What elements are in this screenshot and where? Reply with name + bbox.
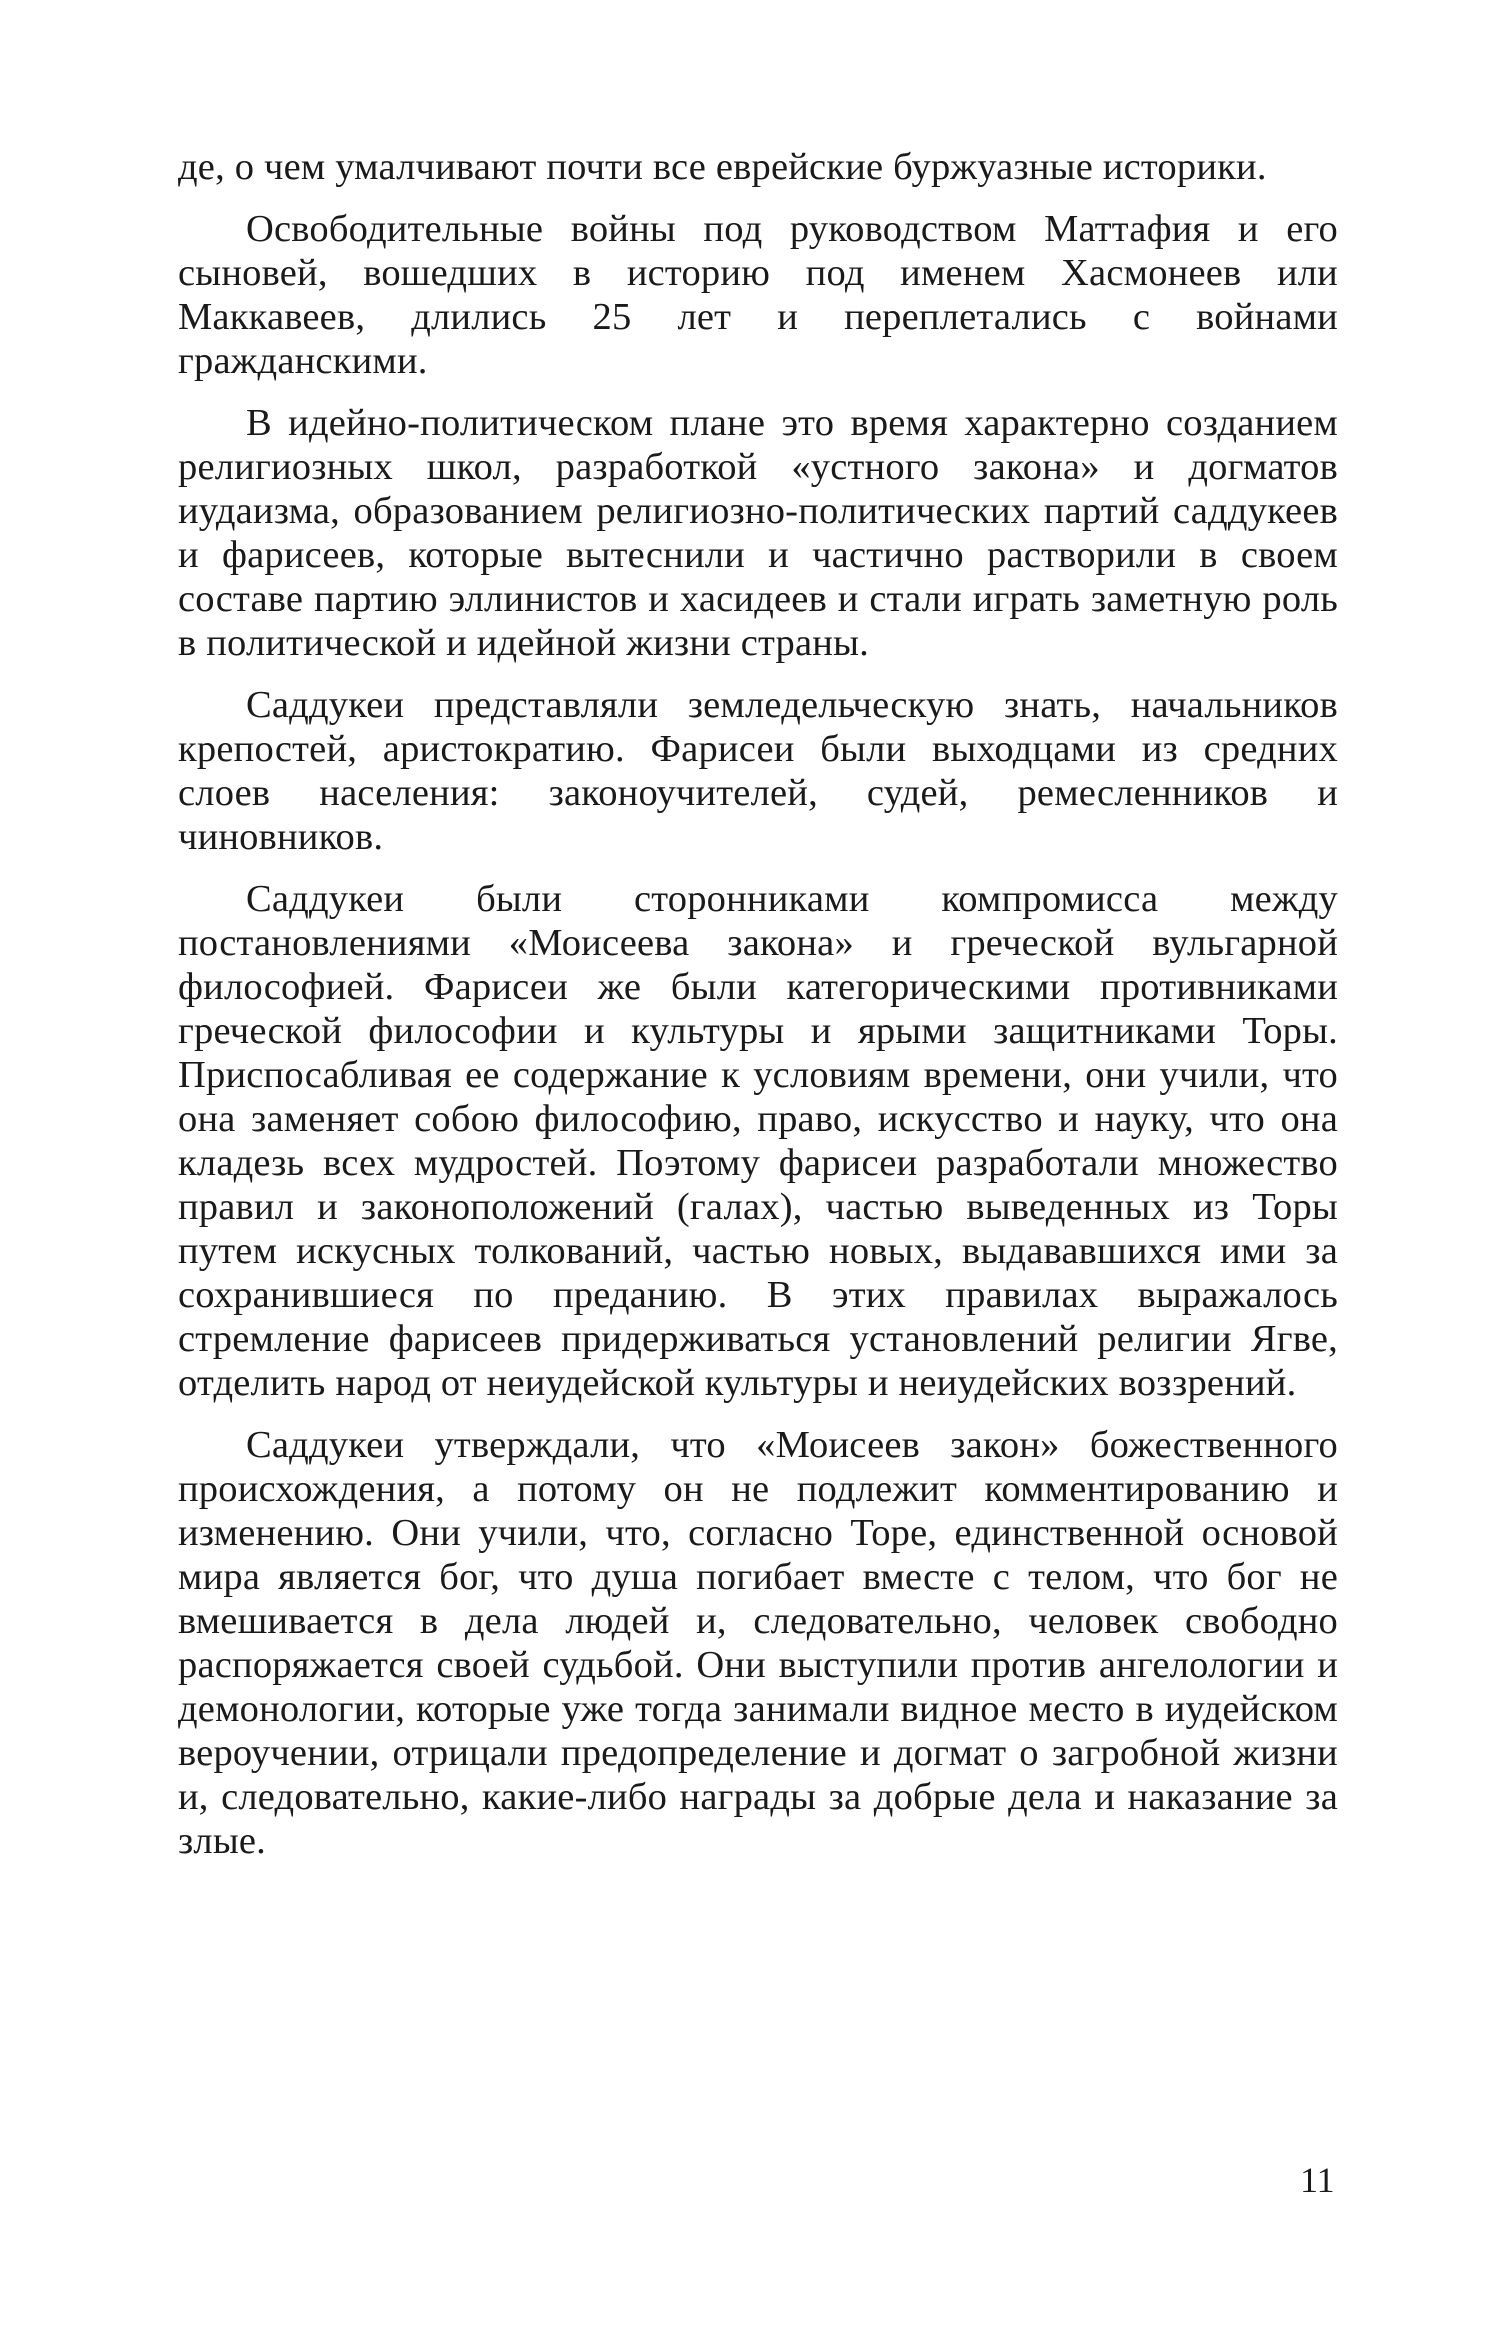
paragraph-continuation: де, о чем умалчивают почти все еврейские буржуазные историки. — [178, 146, 1267, 188]
page-body — [178, 145, 1338, 1881]
paragraph-compromise-torah: Саддукеи были сторонниками компромисса между постановлениями «Моисеева закона» и греческой вульгарной философией. Фарисеи же были категорическими противниками греческой философии и культуры и ярыми защитниками Торы. Приспосабливая ее содержание к условиям времени, они учили, что она заменяет собою философию, право, искусство и науку, что она кладезь всех мудростей. Поэтому фарисеи разработали множество правил и законоположений (галах), частью выведенных из Торы путем искусных толкований, частью новых, выдававшихся ими за сохранившиеся по преданию. В этих правилах выражалось стремление фарисеев придерживаться установлений религии Ягве, отделить народ от неиудейской культуры и неиудейских воззрений. — [178, 878, 1338, 1404]
paragraph-sadducees-pharisees-origin: Саддукеи представляли земледельческую знать, начальников крепостей, аристократию. Фарисеи были выходцами из средних слоев населения: законоучителей, судей, ремесленников и чиновников. — [178, 684, 1338, 858]
paragraph-liberation-wars: Освободительные войны под руководством Маттафия и его сыновей, вошедших в историю под именем Хасмонеев или Маккавеев, длились 25 лет и переплетались с войнами гражданскими. — [178, 208, 1338, 382]
paragraph-sadducees-beliefs: Саддукеи утверждали, что «Моисеев закон» божественного происхождения, а потому он не подлежит комментированию и изменению. Они учили, что, согласно Торе, единственной основой мира является бог, что душа погибает вместе с телом, что бог не вмешивается в дела людей и, следовательно, человек свободно распоряжается своей судьбой. Они выступили против ангелологии и демонологии, которые уже тогда занимали видное место в иудейском вероучении, отрицали предопределение и догмат о загробной жизни и, следовательно, какие-либо награды за добрые дела и наказание за злые. — [178, 1424, 1338, 1862]
paragraph-ideological-plan: В идейно-политическом плане это время характерно созданием религиозных школ, разработкой «устного закона» и догматов иудаизма, образованием религиозно-политических партий саддукеев и фарисеев, которые вытеснили и частично растворили в своем составе партию эллинистов и хасидеев и стали играть заметную роль в политической и идейной жизни страны. — [178, 402, 1338, 664]
page-number: 11 — [1300, 2160, 1335, 2200]
